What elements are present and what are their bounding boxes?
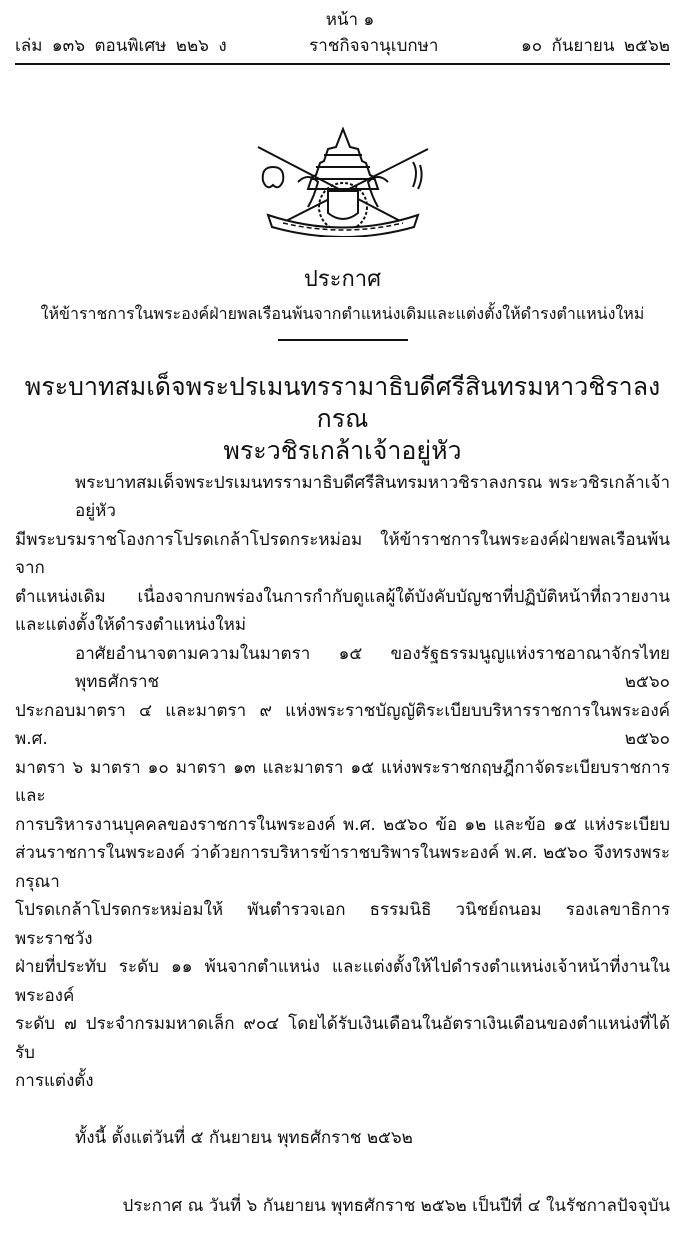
paragraph2-line: มาตรา ๖ มาตรา ๑๐ มาตรา ๑๓ และมาตรา ๑๕ แห่งพระราชกฤษฎีกาจัดระเบียบราชการและ (15, 757, 670, 806)
paragraph2-line: ฝ่ายที่ประทับ ระดับ ๑๑ พ้นจากตำแหน่ง และแต่งตั้งให้ไปดำรงตำแหน่งเจ้าหน้าที่งานในพระองค์ (15, 957, 670, 1006)
publication-date: ๑๐ กันยายน ๒๕๖๒ (520, 36, 670, 56)
king-name-line1: พระบาทสมเด็จพระปรเมนทรรามาธิบดีศรีสินทรมหาวชิราลงกรณ (24, 371, 661, 433)
title-divider (278, 339, 408, 341)
page-number: หน้า ๑ (325, 10, 375, 30)
header-row (15, 35, 670, 57)
paragraph-1 (15, 469, 670, 640)
paragraph2-line: ประกอบมาตรา ๔ และมาตรา ๙ แห่งพระราชบัญญัติระเบียบบริหารราชการในพระองค์ พ.ศ. ๒๕๖๐ (15, 700, 670, 749)
effective-date: ทั้งนี้ ตั้งแต่วันที่ ๕ กันยายน พุทธศักราช ๒๕๖๒ (75, 1127, 413, 1148)
paragraph2-line: ส่วนราชการในพระองค์ ว่าด้วยการบริหารข้าราชบริพารในพระองค์ พ.ศ. ๒๕๖๐ จึงทรงพระกรุณา (15, 843, 670, 892)
paragraph2-line: โปรดเกล้าโปรดกระหม่อมให้ พันตำรวจเอก ธรรมนิธิ วนิชย์ถนอม รองเลขาธิการพระราชวัง (15, 900, 670, 949)
paragraph-2 (15, 640, 670, 1096)
paragraph2-line: อาศัยอำนาจตามความในมาตรา ๑๕ ของรัฐธรรมนูญแห่งราชอาณาจักรไทย พุทธศักราช ๒๕๖๐ (75, 643, 670, 692)
royal-emblem-icon (248, 127, 438, 237)
announcement-subtitle: ให้ข้าราชการในพระองค์ฝ่ายพลเรือนพ้นจากตำแหน่งเดิมและแต่งตั้งให้ดำรงตำแหน่งใหม่ (40, 304, 645, 323)
announcement-title: ประกาศ (303, 267, 382, 292)
header-rule (15, 63, 670, 65)
volume-issue: เล่ม ๑๓๖ ตอนพิเศษ ๒๒๖ ง (15, 36, 227, 56)
signature-date-line: ประกาศ ณ วันที่ ๖ กันยายน พุทธศักราช ๒๕๖๒ เป็นปีที่ ๔ ในรัชกาลปัจจุบัน (122, 1196, 670, 1216)
publication-name: ราชกิจจานุเบกษา (309, 36, 439, 56)
king-name-line2: พระวชิรเกล้าเจ้าอยู่หัว (223, 435, 462, 465)
paragraph1-line: มีพระบรมราชโองการโปรดเกล้าโปรดกระหม่อม ให้ข้าราชการในพระองค์ฝ่ายพลเรือนพ้นจาก (15, 529, 670, 578)
paragraph2-line: การบริหารงานบุคคลของราชการในพระองค์ พ.ศ. ๒๕๖๐ ข้อ ๑๒ และข้อ ๑๕ แห่งระเบียบ (15, 814, 670, 835)
paragraph1-line: พระบาทสมเด็จพระปรเมนทรรามาธิบดีศรีสินทรมหาวชิราลงกรณ พระวชิรเกล้าเจ้าอยู่หัว (75, 472, 670, 521)
paragraph2-line: ระดับ ๗ ประจำกรมมหาดเล็ก ๙๐๔ โดยได้รับเงินเดือนในอัตราเงินเดือนของตำแหน่งที่ได้รับ (15, 1014, 670, 1063)
paragraph2-line: การแต่งตั้ง (15, 1071, 94, 1091)
paragraph1-line: และแต่งตั้งให้ดำรงตำแหน่งใหม่ (15, 615, 247, 635)
paragraph1-line: ตำแหน่งเดิม เนื่องจากบกพร่องในการกำกับดูแลผู้ใต้บังคับบัญชาที่ปฏิบัติหน้าที่ถวายงาน (15, 586, 670, 607)
